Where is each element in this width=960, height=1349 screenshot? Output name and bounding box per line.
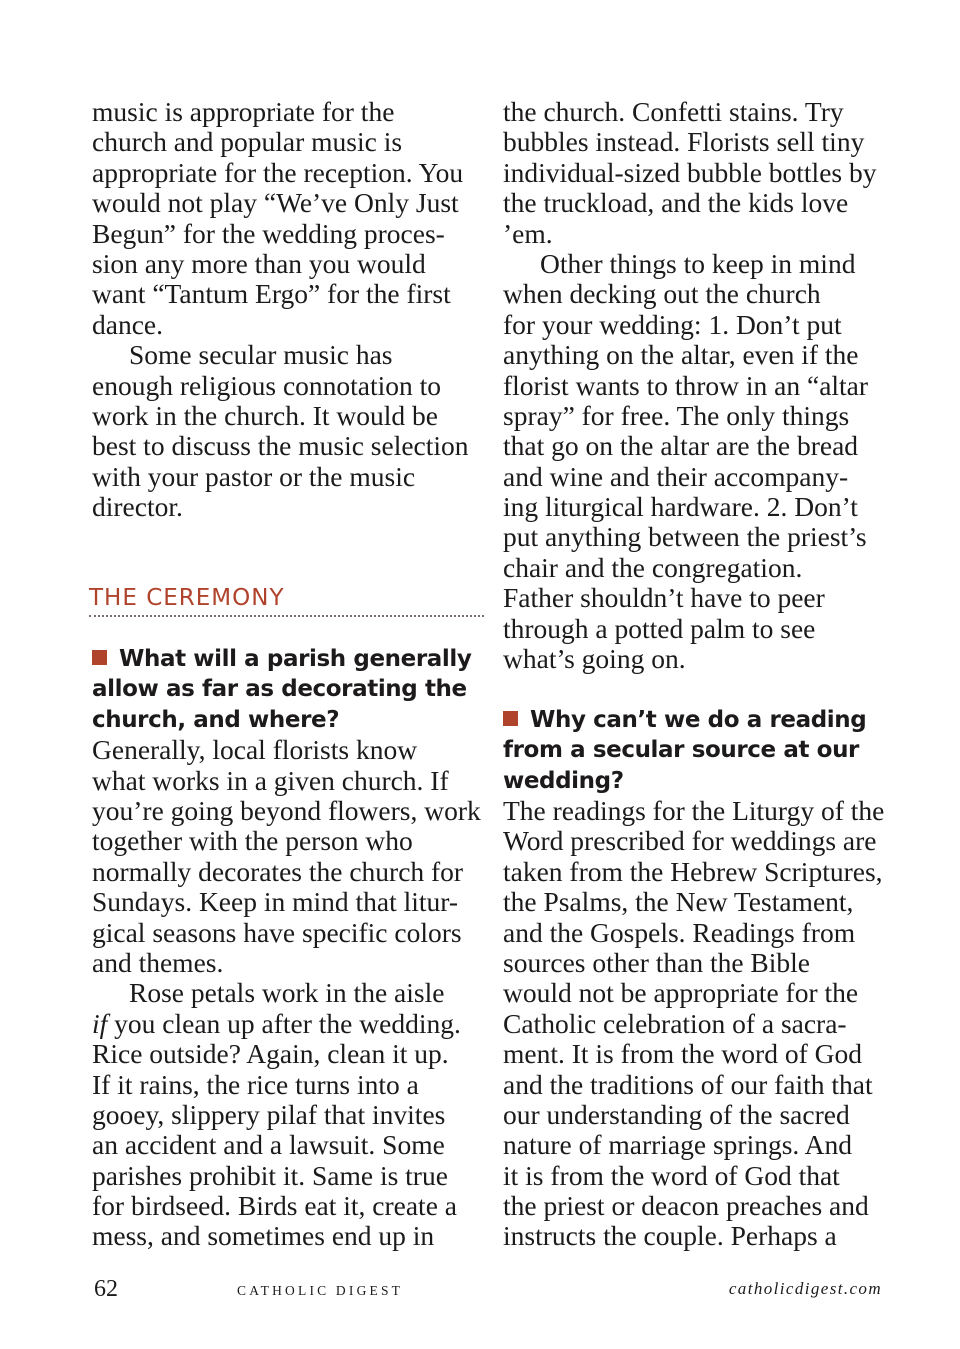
text-line: and wine and their accompany- — [503, 460, 849, 492]
paragraph — [503, 796, 895, 1252]
question-line: from a secular source at our — [503, 737, 859, 764]
spacer — [92, 522, 482, 552]
page-number: 62 — [94, 1276, 118, 1302]
paragraph — [503, 249, 895, 674]
paragraph — [92, 978, 482, 1252]
text-line: an accident and a lawsuit. Some — [92, 1129, 445, 1161]
text-line: Sundays. Keep in mind that litur- — [92, 886, 459, 918]
paragraph — [92, 97, 482, 340]
text-line: nature of marriage springs. And — [503, 1129, 853, 1161]
text-line: and the Gospels. Readings from — [503, 916, 856, 948]
section-heading — [89, 583, 482, 613]
square-bullet-icon — [503, 711, 518, 726]
question-heading — [503, 705, 895, 796]
question-line: wedding? — [503, 767, 624, 794]
text-line: bubbles instead. Florists sell tiny — [503, 126, 865, 158]
question-line — [92, 644, 482, 674]
text-line: Rice outside? Again, clean it up. — [92, 1038, 449, 1070]
text-line: individual-sized bubble bottles by — [503, 156, 877, 188]
text-line: and the traditions of our faith that — [503, 1068, 873, 1100]
question-text: What will a parish generally — [119, 646, 472, 673]
text-line: Generally, local florists know — [92, 734, 418, 766]
text-line: would not be appropriate for the — [503, 977, 859, 1009]
text-line: with your pastor or the music — [92, 460, 416, 492]
text-line: If it rains, the rice turns into a — [92, 1068, 419, 1100]
text-line: Catholic celebration of a sacra- — [503, 1007, 847, 1039]
text-line: normally decorates the church for — [92, 855, 464, 887]
text-line — [92, 1009, 482, 1039]
text-line: would not play “We’ve Only Just — [92, 187, 459, 219]
right-column — [503, 97, 895, 1252]
text-line: ing liturgical hardware. 2. Don’t — [503, 491, 858, 523]
paragraph — [92, 735, 482, 978]
text-line: anything on the altar, even if the — [503, 339, 859, 371]
text-line: dance. — [92, 308, 163, 340]
text-line: director. — [92, 491, 183, 523]
dotted-rule — [89, 615, 484, 617]
text-line: florist wants to throw in an “altar — [503, 369, 869, 401]
text-line: sion any more than you would — [92, 247, 426, 279]
spacer — [503, 674, 895, 704]
text-line: Begun” for the wedding proces- — [92, 217, 445, 249]
text-line: taken from the Hebrew Scriptures, — [503, 855, 883, 887]
text-line: put anything between the priest’s — [503, 521, 867, 553]
paragraph — [92, 340, 482, 522]
text-line: and themes. — [92, 946, 224, 978]
text-line: mess, and sometimes end up in — [92, 1220, 435, 1252]
question-line: church, and where? — [92, 706, 340, 733]
text-line: sources other than the Bible — [503, 946, 810, 978]
text-line: Some secular music has — [129, 339, 393, 371]
spacer — [92, 614, 482, 644]
text-line: Other things to keep in mind — [540, 247, 856, 279]
website-url: catholicdigest.com — [728, 1279, 882, 1298]
text-line: enough religious connotation to — [92, 369, 442, 401]
text-line: the priest or deacon preaches and — [503, 1190, 869, 1222]
paragraph — [503, 97, 895, 249]
text-line: Word prescribed for weddings are — [503, 825, 877, 857]
text-line: our understanding of the sacred — [503, 1098, 850, 1130]
text-line: for your wedding: 1. Don’t put — [503, 308, 842, 340]
text-line: ment. It is from the word of God — [503, 1038, 862, 1070]
text-line: gooey, slippery pilaf that invites — [92, 1098, 446, 1130]
text-line: instructs the couple. Perhaps a — [503, 1220, 837, 1252]
text-line: spray” for free. The only things — [503, 399, 850, 431]
text-line: gical seasons have specific colors — [92, 916, 462, 948]
text-line: work in the church. It would be — [92, 399, 438, 431]
text-line: what’s going on. — [503, 643, 686, 675]
text-line: the truckload, and the kids love — [503, 187, 849, 219]
question-line: allow as far as decorating the — [92, 676, 467, 703]
text-line: through a potted palm to see — [503, 612, 816, 644]
emphasis-text: if — [92, 1007, 108, 1039]
text-line: when decking out the church — [503, 278, 821, 310]
question-heading — [92, 644, 482, 735]
text-line: what works in a given church. If — [92, 764, 449, 796]
text-line: the Psalms, the New Testament, — [503, 886, 854, 918]
left-column — [89, 96, 482, 1252]
text-line: the church. Confetti stains. Try — [503, 96, 844, 127]
text-line: that go on the altar are the bread — [503, 430, 859, 462]
question-text: Why can’t we do a reading — [530, 706, 867, 733]
text-line: together with the person who — [92, 825, 413, 857]
text-line: chair and the congregation. — [503, 551, 803, 583]
text-line: ’em. — [503, 217, 553, 249]
question-line — [503, 705, 895, 735]
text-run: you clean up after the wedding. — [107, 1007, 461, 1039]
text-line: church and popular music is — [92, 126, 403, 158]
text-line: you’re going beyond flowers, work — [92, 794, 481, 826]
text-line: Rose petals work in the aisle — [129, 977, 445, 1009]
text-line: for birdseed. Birds eat it, create a — [92, 1190, 457, 1222]
text-line: best to discuss the music selection — [92, 430, 469, 462]
spacer — [92, 553, 482, 583]
text-line: parishes prohibit it. Same is true — [92, 1159, 448, 1191]
text-line: want “Tantum Ergo” for the first — [92, 278, 451, 310]
text-line: The readings for the Liturgy of the — [503, 794, 885, 826]
text-line: music is appropriate for the — [92, 96, 395, 127]
text-line: Father shouldn’t have to peer — [503, 582, 825, 614]
text-line: it is from the word of God that — [503, 1159, 840, 1191]
section-heading-text: THE CEREMONY — [89, 585, 285, 612]
magazine-name: CATHOLIC DIGEST — [237, 1283, 404, 1298]
square-bullet-icon — [92, 650, 107, 665]
text-line: appropriate for the reception. You — [92, 156, 464, 188]
